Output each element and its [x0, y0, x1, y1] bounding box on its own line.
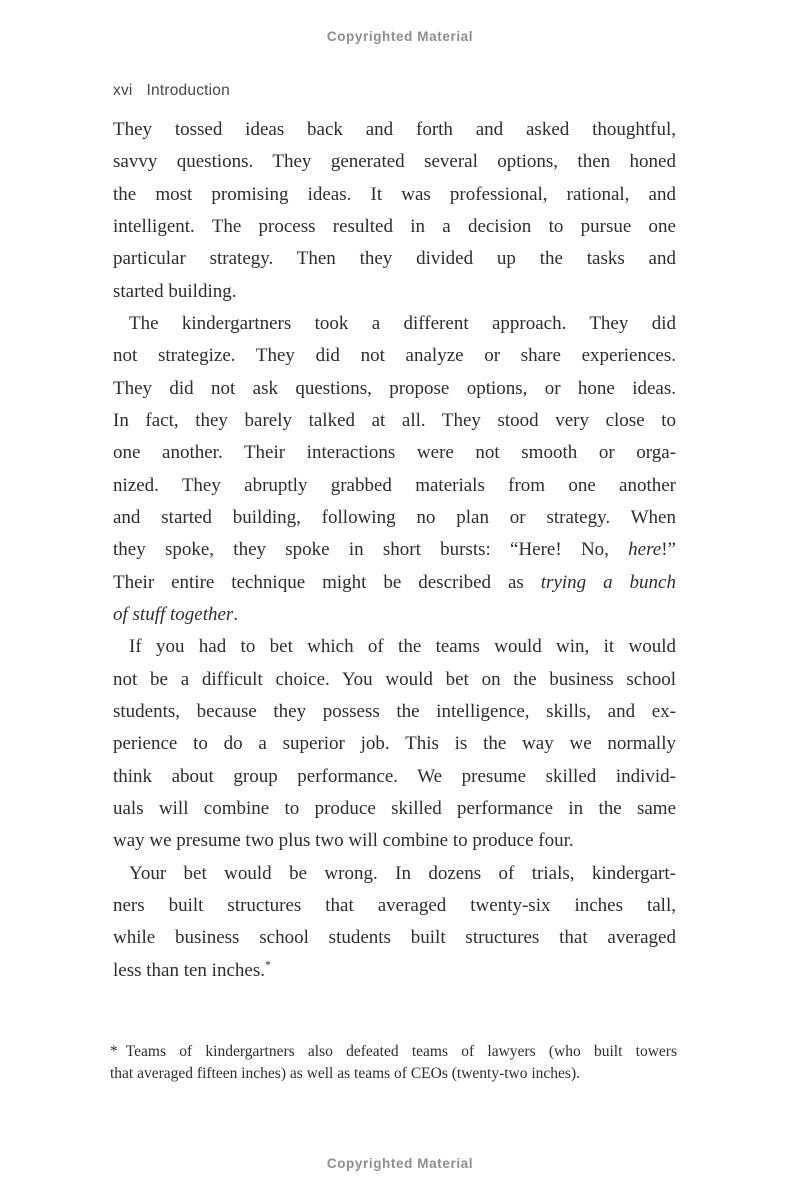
body-line: [113, 373, 676, 405]
body-line: [113, 631, 676, 663]
text-segment: uals will combine to produce skilled performance in the same: [113, 797, 676, 819]
text-segment: of stuff together: [113, 603, 234, 625]
text-segment: way we presume two plus two will combine to produce four.: [113, 830, 574, 852]
body-line: [113, 858, 676, 890]
body-line: [113, 793, 676, 825]
text-segment: trying a bunch: [540, 571, 676, 593]
text-segment: they spoke, they spoke in short bursts: “Here! No,: [113, 539, 629, 561]
body-line: [113, 728, 676, 760]
text-segment: students, because they possess the intelligence, skills, and ex-: [113, 700, 676, 722]
body-line: [113, 308, 676, 340]
body-line: [113, 890, 676, 922]
body-line: [113, 179, 676, 211]
body-line: [113, 276, 676, 308]
body-line: [113, 599, 676, 631]
footnote: [110, 1041, 677, 1084]
text-segment: particular strategy. Then they divided up the tasks and: [113, 248, 676, 270]
copyright-notice-bottom: Copyrighted Material: [326, 1156, 474, 1171]
body-line: [113, 114, 676, 146]
text-segment: !”: [661, 539, 676, 561]
body-line: [113, 922, 676, 954]
body-line: [113, 955, 676, 987]
body-line: [113, 437, 676, 469]
text-segment: Teams of kindergartners also defeated teams of lawyers (who built towers: [125, 1043, 677, 1060]
text-segment: ners built structures that averaged twenty-six inches tall,: [113, 894, 676, 916]
text-segment: that averaged fifteen inches) as well as teams of CEOs (twenty-two inches).: [110, 1064, 581, 1082]
text-segment: In fact, they barely talked at all. They stood very close to: [113, 409, 676, 431]
text-segment: They did not ask questions, propose options, or hone ideas.: [113, 377, 676, 399]
body-line: [113, 502, 676, 534]
text-segment: one another. Their interactions were not smooth or orga-: [113, 442, 676, 464]
text-segment: .: [233, 603, 239, 625]
text-segment: perience to do a superior job. This is the way we normally: [113, 733, 676, 755]
footnote-line: [110, 1041, 677, 1063]
body-line: [113, 470, 676, 502]
text-segment: The kindergartners took a different approach. They did: [129, 312, 676, 334]
body-line: [113, 696, 676, 728]
body-line: [113, 211, 676, 243]
body-line: [113, 405, 676, 437]
footnote-reference-asterisk: *: [264, 958, 271, 972]
body-line: [113, 761, 676, 793]
text-segment: started building.: [113, 280, 237, 302]
text-segment: intelligent. The process resulted in a decision to pursue one: [113, 215, 676, 237]
body-line: [113, 243, 676, 275]
chapter-title: Introduction: [146, 82, 230, 99]
text-segment: nized. They abruptly grabbed materials from one another: [113, 474, 676, 496]
text-segment: not be a difficult choice. You would bet on the business school: [113, 668, 676, 690]
body-line: [113, 664, 676, 696]
body-line: [113, 825, 676, 857]
text-segment: If you had to bet which of the teams would win, it would: [129, 636, 676, 658]
page-number: xvi: [113, 82, 133, 99]
text-segment: Their entire technique might be described as: [113, 571, 541, 593]
text-segment: not strategize. They did not analyze or share experiences.: [113, 345, 676, 367]
body-line: [113, 534, 676, 566]
page-header: [113, 82, 230, 100]
text-segment: savvy questions. They generated several options, then honed: [113, 151, 676, 173]
footnote-line: [110, 1063, 677, 1085]
text-segment: Your bet would be wrong. In dozens of trials, kindergart-: [129, 862, 676, 884]
text-segment: here: [628, 539, 662, 561]
copyright-notice-top: Copyrighted Material: [326, 29, 474, 44]
body-text: [113, 114, 676, 987]
text-segment: while business school students built structures that averaged: [113, 927, 676, 949]
text-segment: They tossed ideas back and forth and asked thoughtful,: [113, 119, 676, 140]
text-segment: the most promising ideas. It was professional, rational, and: [113, 183, 676, 205]
text-segment: less than ten inches.: [113, 959, 265, 981]
text-segment: and started building, following no plan or strategy. When: [113, 506, 676, 528]
body-line: [113, 340, 676, 372]
footnote-marker-asterisk: *: [110, 1043, 118, 1060]
body-line: [113, 567, 676, 599]
body-line: [113, 146, 676, 178]
text-segment: think about group performance. We presume skilled individ-: [113, 765, 676, 787]
